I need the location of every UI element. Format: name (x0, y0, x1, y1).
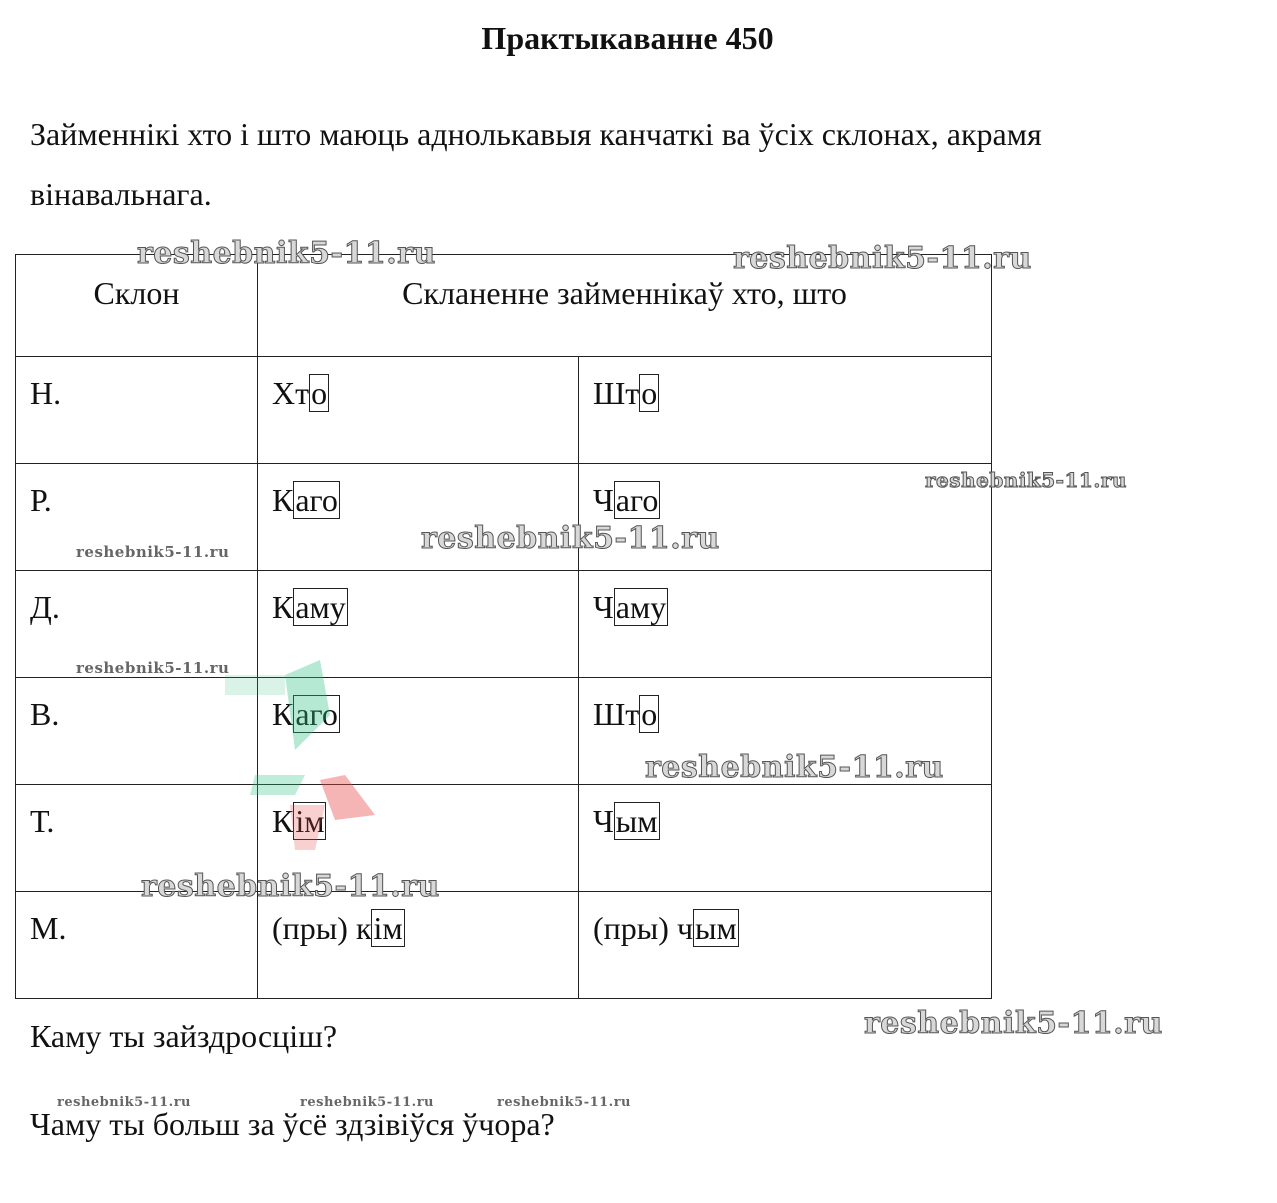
who-stem: Хт (272, 375, 310, 411)
watermark: reshebnik5-11.ru (76, 659, 230, 677)
watermark: reshebnik5-11.ru (925, 468, 1127, 492)
header-case: Склон (16, 255, 258, 357)
case-cell: Д. (16, 571, 258, 678)
intro-paragraph: Займеннікі хто і што маюць аднолькавыя канчаткі ва ўсіх склонах, акрамя вінавальнага. (30, 116, 1042, 212)
what-stem: Шт (593, 696, 640, 732)
what-stem: Шт (593, 375, 640, 411)
case-cell: Р. (16, 464, 258, 571)
who-ending: аго (295, 696, 338, 732)
case-cell: М. (16, 892, 258, 999)
who-stem: К (272, 482, 294, 518)
logo-decoration (225, 655, 385, 855)
case-cell: Н. (16, 357, 258, 464)
what-ending: аму (615, 589, 667, 625)
watermark: reshebnik5-11.ru (733, 241, 1032, 276)
what-ending: о (641, 696, 658, 732)
page-title: Практыкаванне 450 (481, 20, 774, 56)
what-stem: (пры) ч (593, 910, 694, 946)
watermark: reshebnik5-11.ru (645, 750, 944, 785)
who-stem: К (272, 803, 294, 839)
what-form-cell (579, 892, 992, 999)
who-ending: ім (373, 910, 403, 946)
who-ending: аго (295, 482, 338, 518)
who-form-cell (258, 892, 579, 999)
what-form-cell (579, 785, 992, 892)
watermark: reshebnik5-11.ru (57, 1095, 192, 1110)
watermark: reshebnik5-11.ru (76, 543, 230, 561)
who-stem: К (272, 589, 294, 625)
what-stem: Ч (593, 803, 614, 839)
what-ending: ым (695, 910, 737, 946)
header-declension: Скланенне займеннікаў хто, што (258, 255, 992, 357)
question-2: Чаму ты больш за ўсё здзівіўся ўчора? (30, 1106, 555, 1142)
who-ending: ім (295, 803, 325, 839)
table-row (16, 892, 992, 999)
who-stem: К (272, 696, 294, 732)
what-form-cell (579, 357, 992, 464)
what-ending: аго (615, 482, 659, 518)
watermark: reshebnik5-11.ru (421, 521, 720, 556)
who-form-cell (258, 357, 579, 464)
what-ending: ым (615, 803, 658, 839)
case-cell: Т. (16, 785, 258, 892)
watermark: reshebnik5-11.ru (137, 236, 436, 271)
who-ending: о (311, 375, 328, 411)
question-1: Каму ты зайздросціш? (30, 1018, 338, 1054)
watermark: reshebnik5-11.ru (497, 1095, 632, 1110)
watermark: reshebnik5-11.ru (864, 1006, 1163, 1041)
case-cell: В. (16, 678, 258, 785)
table-row (16, 357, 992, 464)
watermark: reshebnik5-11.ru (141, 869, 440, 904)
what-ending: о (641, 375, 658, 411)
who-stem: (пры) к (272, 910, 372, 946)
what-form-cell (579, 571, 992, 678)
what-stem: Ч (593, 482, 614, 518)
what-stem: Ч (593, 589, 614, 625)
who-ending: аму (295, 589, 346, 625)
watermark: reshebnik5-11.ru (300, 1095, 435, 1110)
